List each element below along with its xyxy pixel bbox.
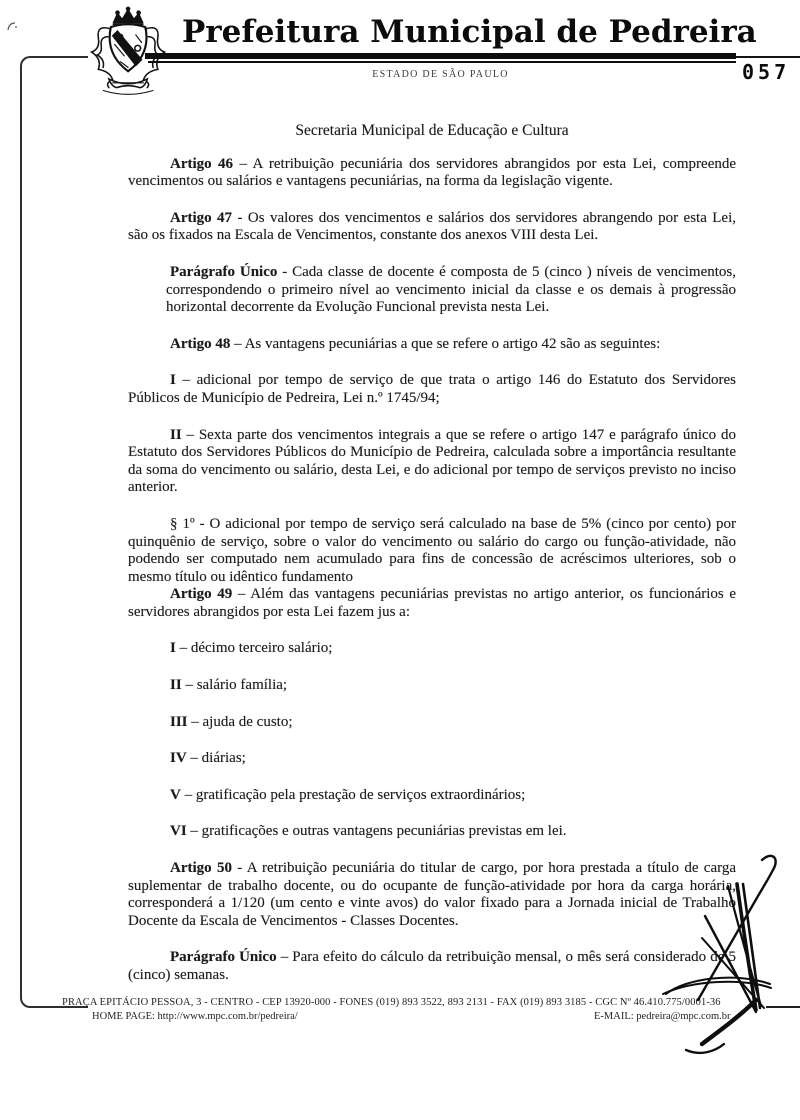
paragraph-text: – décimo terceiro salário; [179,640,333,657]
paragraph-lead: I [170,372,176,389]
list-item-iv [128,750,736,768]
paragraph-paragrafo-unico-47 [166,264,736,317]
scan-border [20,56,88,1008]
list-item-ii [128,677,736,695]
paragraph-lead: Artigo 50 [170,860,232,877]
paragraph-text: - A retribuição pecuniária do titular de cargo, por hora prestada a título de carga suplementar de trabalho docente, ou do ocupante de função-atividade por hora da carga horária, corresponderá a 1/120 (um cento e vinte avos) do valor fixado para a Jornada inicial de Trabalho Docente da Escala de Vencimentos - Classes Docentes. [128,860,736,929]
footer-address: PRAÇA EPITÁCIO PESSOA, 3 - CENTRO - CEP 13920-000 - FONES (019) 893 3522, 893 2131 - FAX (019) 893 3185 - CGC Nº 46.410.775/0001-36 [62,997,721,1008]
footer-email: E-MAIL: pedreira@mpc.com.br [594,1011,731,1022]
paragraph-lead: II [170,677,182,694]
header-title: Prefeitura Municipal de Pedreira [182,14,757,50]
footer-homepage: HOME PAGE: http://www.mpc.com.br/pedreira/ [92,1011,298,1022]
paragraph-section-1 [128,516,736,586]
paragraph-lead: IV [170,750,187,767]
list-item-vi [128,823,736,841]
paragraph-artigo-47 [128,210,736,245]
paragraph-lead: Artigo 49 [170,586,233,603]
paragraph-lead: Artigo 47 [170,209,233,226]
paragraph-text: – Além das vantagens pecuniárias previstas no artigo anterior, os funcionários e servidores abrangidos por esta Lei fazem jus a: [128,586,737,620]
paragraph-text: – gratificações e outras vantagens pecuniárias previstas em lei. [190,823,567,840]
paragraph-lead: II [170,426,182,443]
paragraph-text: – adicional por tempo de serviço de que trata o artigo 146 do Estatuto dos Servidores Públicos de Município de Pedreira, Lei n.º 1745/94; [128,372,736,406]
list-item-v [128,787,736,805]
paragraph-text: – diárias; [190,750,246,767]
footer-right-dash [766,1006,800,1008]
stamp-rule [736,56,800,58]
paragraph-lead: III [170,713,188,730]
paragraph-text: - Os valores dos vencimentos e salários dos servidores abrangendo por esta Lei, são os fixados na Escala de Vencimentos, constante dos anexos VIII desta Lei. [128,209,737,244]
paragraph-artigo-46 [128,156,736,191]
paragraph-artigo-50 [128,860,736,930]
paragraph-text: - Cada classe de docente é composta de 5 (cinco ) níveis de vencimentos, correspondendo o primeiro nível ao vencimento inicial da classe e os demais à progressão horizontal decorrente da Evolução Funcional prevista nesta Lei. [166,263,736,316]
header-subtitle: ESTADO DE SÃO PAULO [372,69,509,80]
paragraph-text: - O adicional por tempo de serviço será calculado na base de 5% (cinco por cento) por quinquênio de serviço, sobre o valor do vencimento ou salário do cargo ou função-atividade, não podendo ser computado nem acumulado para fins de concessão de acréscimos ulteriores, sob o mesmo título ou idêntico fundamento [128,515,737,585]
paragraph-inciso-i-art48 [128,372,736,407]
paragraph-lead: Artigo 46 [170,155,234,172]
paragraph-lead: V [170,786,181,803]
paragraph-artigo-48 [128,336,736,354]
paragraph-lead: § 1º [170,515,195,532]
paragraph-lead: I [170,640,176,657]
paragraph-lead: Parágrafo Único [170,263,278,280]
corner-pen-mark [4,18,26,38]
page-stamp-number: 057 [742,60,791,84]
document-heading: Secretaria Municipal de Educação e Cultura [295,122,569,139]
paragraph-text: – Sexta parte dos vencimentos integrais a que se refere o artigo 147 e parágrafo único do Estatuto dos Servidores Públicos do Município de Pedreira, calculada sobre a importância resultante da soma do vencimento ou salário, desta Lei, e do adicional por tempo de serviços previsto no inciso anterior. [128,426,736,496]
paragraph-artigo-49 [128,586,736,621]
list-item-i [128,640,736,658]
paragraph-text: – Para efeito do cálculo da retribuição mensal, o mês será considerado de 5 (cinco) semanas. [128,949,736,983]
paragraph-text: – ajuda de custo; [191,713,293,730]
list-item-iii [128,714,736,732]
paragraph-text: – gratificação pela prestação de serviços extraordinários; [184,786,526,803]
paragraph-lead: Parágrafo Único [170,949,277,966]
paragraph-paragrafo-unico-50 [128,949,736,984]
paragraph-text: – A retribuição pecuniária dos servidores abrangidos por esta Lei, compreende vencimentos ou salários e vantagens pecuniárias, na forma da legislação vigente. [128,155,737,190]
header-rule-thin [148,61,736,63]
paragraph-text: – salário família; [185,677,288,694]
paragraph-lead: VI [170,823,187,840]
paragraph-text: – As vantagens pecuniárias a que se refere o artigo 42 são as seguintes: [234,335,661,352]
document-body [128,122,736,1004]
header-rule-thick [145,53,736,59]
paragraph-inciso-ii-art48 [128,427,736,497]
paragraph-lead: Artigo 48 [170,335,231,352]
